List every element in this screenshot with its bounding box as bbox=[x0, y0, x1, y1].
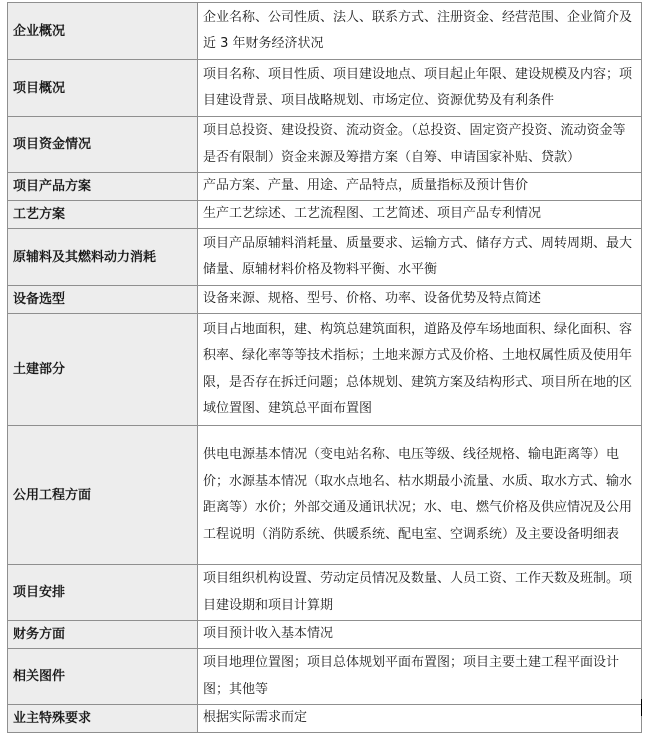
row-label: 设备选型 bbox=[8, 286, 198, 314]
table-row bbox=[8, 705, 642, 733]
table-row bbox=[8, 60, 642, 117]
row-content: 项目预计收入基本情况 bbox=[198, 621, 642, 649]
row-label: 相关图件 bbox=[8, 649, 198, 705]
table-row bbox=[8, 173, 642, 201]
row-label: 工艺方案 bbox=[8, 201, 198, 229]
table-row bbox=[8, 621, 642, 649]
row-content: 项目组织机构设置、劳动定员情况及数量、人员工资、工作天数及班制。项目建设期和项目计算期 bbox=[198, 565, 642, 621]
text-cursor bbox=[641, 699, 642, 716]
table-row bbox=[8, 649, 642, 705]
table-row bbox=[8, 229, 642, 286]
table-row bbox=[8, 117, 642, 173]
row-label: 公用工程方面 bbox=[8, 426, 198, 565]
row-content: 企业名称、公司性质、法人、联系方式、注册资金、经营范围、企业简介及近 3 年财务经济状况 bbox=[198, 3, 642, 60]
row-label: 项目安排 bbox=[8, 565, 198, 621]
table-row bbox=[8, 426, 642, 565]
table-row bbox=[8, 314, 642, 426]
row-content: 生产工艺综述、工艺流程图、工艺简述、项目产品专利情况 bbox=[198, 201, 642, 229]
table-row bbox=[8, 286, 642, 314]
table-row bbox=[8, 565, 642, 621]
row-label: 项目产品方案 bbox=[8, 173, 198, 201]
row-label: 企业概况 bbox=[8, 3, 198, 60]
table-row bbox=[8, 201, 642, 229]
row-content: 项目产品原辅料消耗量、质量要求、运输方式、储存方式、周转周期、最大储量、原辅材料价格及物料平衡、水平衡 bbox=[198, 229, 642, 286]
row-label: 土建部分 bbox=[8, 314, 198, 426]
row-label: 财务方面 bbox=[8, 621, 198, 649]
row-content: 项目总投资、建设投资、流动资金。（总投资、固定资产投资、流动资金等是否有限制）资金来源及筹措方案（自筹、申请国家补贴、贷款） bbox=[198, 117, 642, 173]
project-info-table bbox=[7, 2, 642, 733]
row-content: 项目地理位置图；项目总体规划平面布置图；项目主要土建工程平面设计图；其他等 bbox=[198, 649, 642, 705]
row-label: 业主特殊要求 bbox=[8, 705, 198, 733]
row-label: 原辅料及其燃料动力消耗 bbox=[8, 229, 198, 286]
row-label: 项目概况 bbox=[8, 60, 198, 117]
row-content: 项目占地面积，建、构筑总建筑面积，道路及停车场地面积、绿化面积、容积率、绿化率等等技术指标；土地来源方式及价格、土地权属性质及使用年限，是否存在拆迁问题；总体规划、建筑方案及结构形式、项目所在地的区域位置图、建筑总平面布置图 bbox=[198, 314, 642, 426]
row-content: 设备来源、规格、型号、价格、功率、设备优势及特点简述 bbox=[198, 286, 642, 314]
row-content: 项目名称、项目性质、项目建设地点、项目起止年限、建设规模及内容；项目建设背景、项目战略规划、市场定位、资源优势及有利条件 bbox=[198, 60, 642, 117]
row-content: 产品方案、产量、用途、产品特点，质量指标及预计售价 bbox=[198, 173, 642, 201]
table-row bbox=[8, 3, 642, 60]
row-label: 项目资金情况 bbox=[8, 117, 198, 173]
row-content: 供电电源基本情况（变电站名称、电压等级、线径规格、输电距离等）电价；水源基本情况（取水点地名、枯水期最小流量、水质、取水方式、输水距离等）水价；外部交通及通讯状况；水、电、燃气价格及供应情况及公用工程说明（消防系统、供暖系统、配电室、空调系统）及主要设备明细表 bbox=[198, 426, 642, 565]
row-content: 根据实际需求而定 bbox=[198, 705, 642, 733]
